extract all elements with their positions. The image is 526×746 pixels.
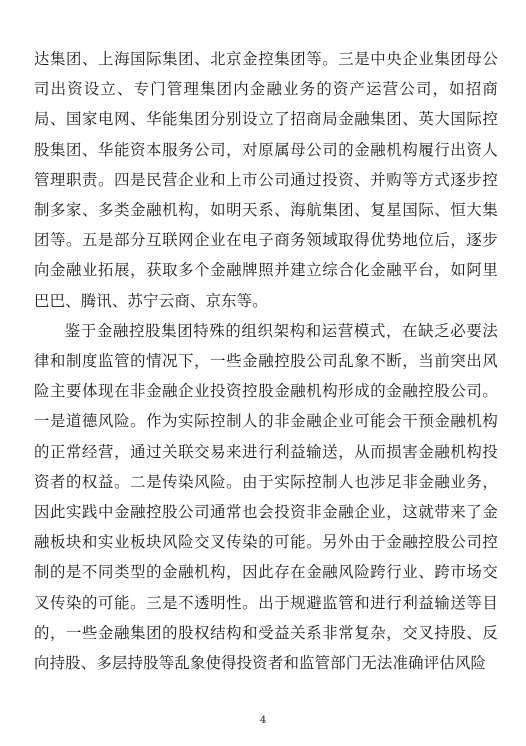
- paragraph-1: 达集团、上海国际集团、北京金控集团等。三是中央企业集团母公司出资设立、专门管理集团内金融业务的资产运营公司，如招商局、国家电网、华能集团分别设立了招商局金融集团、英大国际控股集团、华能资本服务公司，对原属母公司的金融机构履行出资人管理职责。四是民营企业和上市公司通过投资、并购等方式逐步控制多家、多类金融机构，如明天系、海航集团、复星国际、恒大集团等。五是部分互联网企业在电子商务领域取得优势地位后，逐步向金融业拓展，获取多个金融牌照并建立综合化金融平台，如阿里巴巴、腾讯、苏宁云商、京东等。: [34, 50, 498, 310]
- paragraph-2: 鉴于金融控股集团特殊的组织架构和运营模式，在缺乏必要法律和制度监管的情况下，一些金融控股公司乱象不断，当前突出风险主要体现在非金融企业投资控股金融机构形成的金融控股公司。一是道德风险。作为实际控制人的非金融企业可能会干预金融机构的正常经营，通过关联交易来进行利益输送，从而损害金融机构投资者的权益。二是传染风险。由于实际控制人也涉足非金融业务，因此实践中金融控股公司通常也会投资非金融企业，这就带来了金融板块和实业板块风险交叉传染的可能。另外由于金融控股公司控制的是不同类型的金融机构，因此存在金融风险跨行业、跨市场交叉传染的可能。三是不透明性。出于规避监管和进行利益输送等目的，一些金融集团的股权结构和受益关系非常复杂，交叉持股、反向持股、多层持股等乱象使得投资者和监管部门无法准确评估风险: [34, 321, 498, 673]
- page-number: 4: [259, 715, 267, 726]
- document-page: [34, 44, 498, 704]
